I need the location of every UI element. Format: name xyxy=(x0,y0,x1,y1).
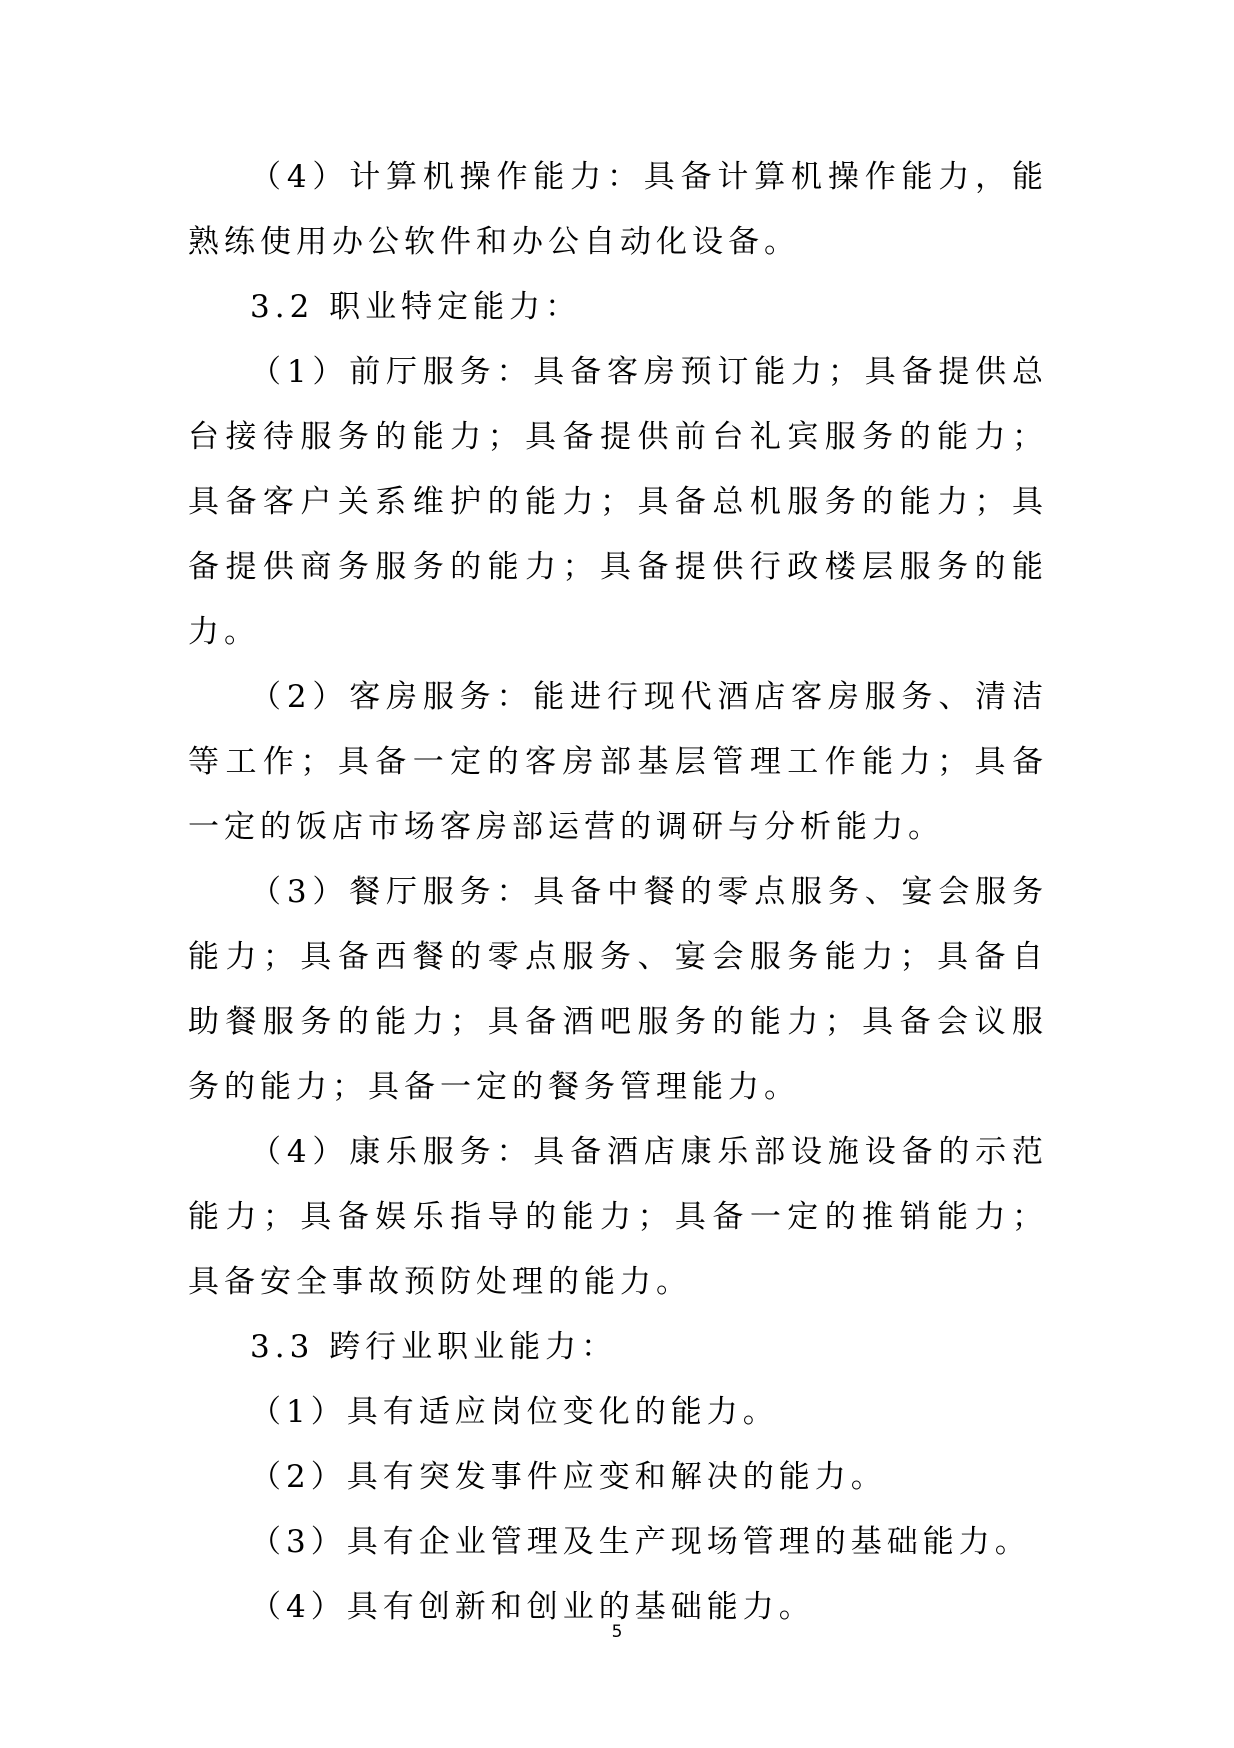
paragraph-housekeeping: （2）客房服务：能进行现代酒店客房服务、清洁等工作；具备一定的客房部基层管理工作能力；具备一定的饭店市场客房部运营的调研与分析能力。 xyxy=(188,679,1048,845)
paragraph-computer-skills: （4）计算机操作能力：具备计算机操作能力，能熟练使用办公软件和办公自动化设备。 xyxy=(188,159,1048,260)
paragraph-recreation: （4）康乐服务：具备酒店康乐部设施设备的示范能力；具备娱乐指导的能力；具备一定的推销能力；具备安全事故预防处理的能力。 xyxy=(188,1134,1048,1300)
paragraph-adaptability: （1）具有适应岗位变化的能力。 xyxy=(250,1394,779,1430)
heading-specific-abilities: 3.2 职业特定能力： xyxy=(250,289,582,325)
paragraph-innovation: （4）具有创新和创业的基础能力。 xyxy=(250,1589,815,1625)
paragraph-emergency-response: （2）具有突发事件应变和解决的能力。 xyxy=(250,1459,887,1495)
paragraph-restaurant: （3）餐厅服务：具备中餐的零点服务、宴会服务能力；具备西餐的零点服务、宴会服务能力；具备自助餐服务的能力；具备酒吧服务的能力；具备会议服务的能力；具备一定的餐务管理能力。 xyxy=(188,874,1048,1105)
page-number: 5 xyxy=(611,1622,623,1642)
paragraph-front-office: （1）前厅服务：具备客房预订能力；具备提供总台接待服务的能力；具备提供前台礼宾服务的能力；具备客户关系维护的能力；具备总机服务的能力；具备提供商务服务的能力；具备提供行政楼层服务的能力。 xyxy=(188,354,1048,650)
paragraph-management: （3）具有企业管理及生产现场管理的基础能力。 xyxy=(250,1524,1031,1560)
heading-cross-industry-abilities: 3.3 跨行业职业能力： xyxy=(250,1329,618,1365)
document-body xyxy=(188,145,1048,1640)
